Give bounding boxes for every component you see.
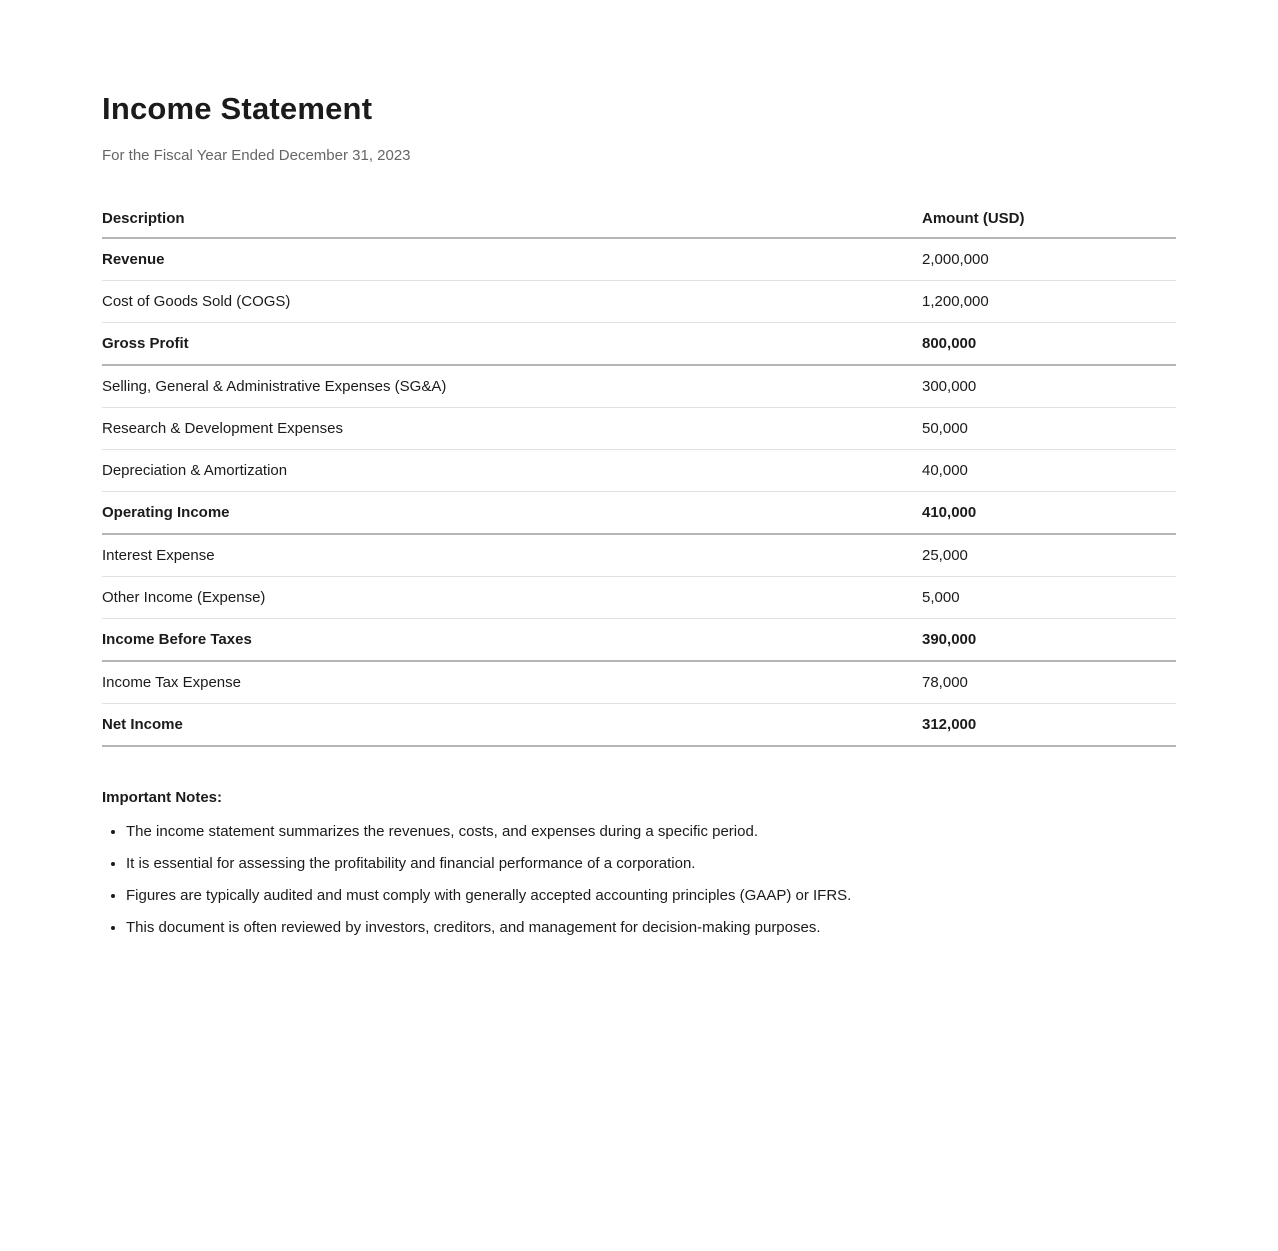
- table-row: [102, 534, 1176, 577]
- note-item: • Figures are typically audited and must comply with generally accepted accounting principles (GAAP) or IFRS.: [126, 886, 1176, 906]
- row-description: Cost of Goods Sold (COGS): [102, 281, 922, 323]
- row-description: Net Income: [102, 704, 922, 747]
- note-item: • This document is often reviewed by investors, creditors, and management for decision-making purposes.: [126, 918, 1176, 938]
- table-row: [102, 408, 1176, 450]
- notes-section: [102, 789, 1176, 938]
- note-item: • The income statement summarizes the revenues, costs, and expenses during a specific period.: [126, 822, 1176, 842]
- table-row: [102, 238, 1176, 281]
- table-row: [102, 661, 1176, 704]
- table-row: [102, 492, 1176, 535]
- row-amount: 1,200,000: [922, 281, 1176, 323]
- column-header-amount: Amount (USD): [922, 207, 1176, 238]
- row-amount: 5,000: [922, 577, 1176, 619]
- table-row: [102, 281, 1176, 323]
- table-row: [102, 619, 1176, 662]
- row-amount: 78,000: [922, 661, 1176, 704]
- page-title: Income Statement: [102, 91, 373, 126]
- table-body: [102, 238, 1176, 746]
- row-description: Research & Development Expenses: [102, 408, 922, 450]
- row-description: Operating Income: [102, 492, 922, 535]
- row-amount: 390,000: [922, 619, 1176, 662]
- row-description: Depreciation & Amortization: [102, 450, 922, 492]
- row-description: Interest Expense: [102, 534, 922, 577]
- row-amount: 410,000: [922, 492, 1176, 535]
- table-header: [102, 207, 1176, 238]
- page-subtitle: For the Fiscal Year Ended December 31, 2023: [102, 147, 411, 164]
- notes-heading: Important Notes:: [102, 789, 222, 806]
- table-row: [102, 577, 1176, 619]
- row-description: Other Income (Expense): [102, 577, 922, 619]
- table-row: [102, 323, 1176, 366]
- row-description: Revenue: [102, 238, 922, 281]
- row-amount: 50,000: [922, 408, 1176, 450]
- column-header-description: Description: [102, 207, 922, 238]
- row-description: Gross Profit: [102, 323, 922, 366]
- table-header-row: [102, 207, 1176, 238]
- row-amount: 25,000: [922, 534, 1176, 577]
- row-amount: 40,000: [922, 450, 1176, 492]
- row-amount: 312,000: [922, 704, 1176, 747]
- note-item: • It is essential for assessing the profitability and financial performance of a corporation.: [126, 854, 1176, 874]
- table-row: [102, 450, 1176, 492]
- table-row: [102, 365, 1176, 408]
- income-statement-table: [102, 207, 1176, 747]
- row-amount: 2,000,000: [922, 238, 1176, 281]
- notes-list: [102, 822, 1176, 938]
- row-description: Income Tax Expense: [102, 661, 922, 704]
- table-row: [102, 704, 1176, 747]
- row-amount: 800,000: [922, 323, 1176, 366]
- row-amount: 300,000: [922, 365, 1176, 408]
- row-description: Selling, General & Administrative Expenses (SG&A): [102, 365, 922, 408]
- row-description: Income Before Taxes: [102, 619, 922, 662]
